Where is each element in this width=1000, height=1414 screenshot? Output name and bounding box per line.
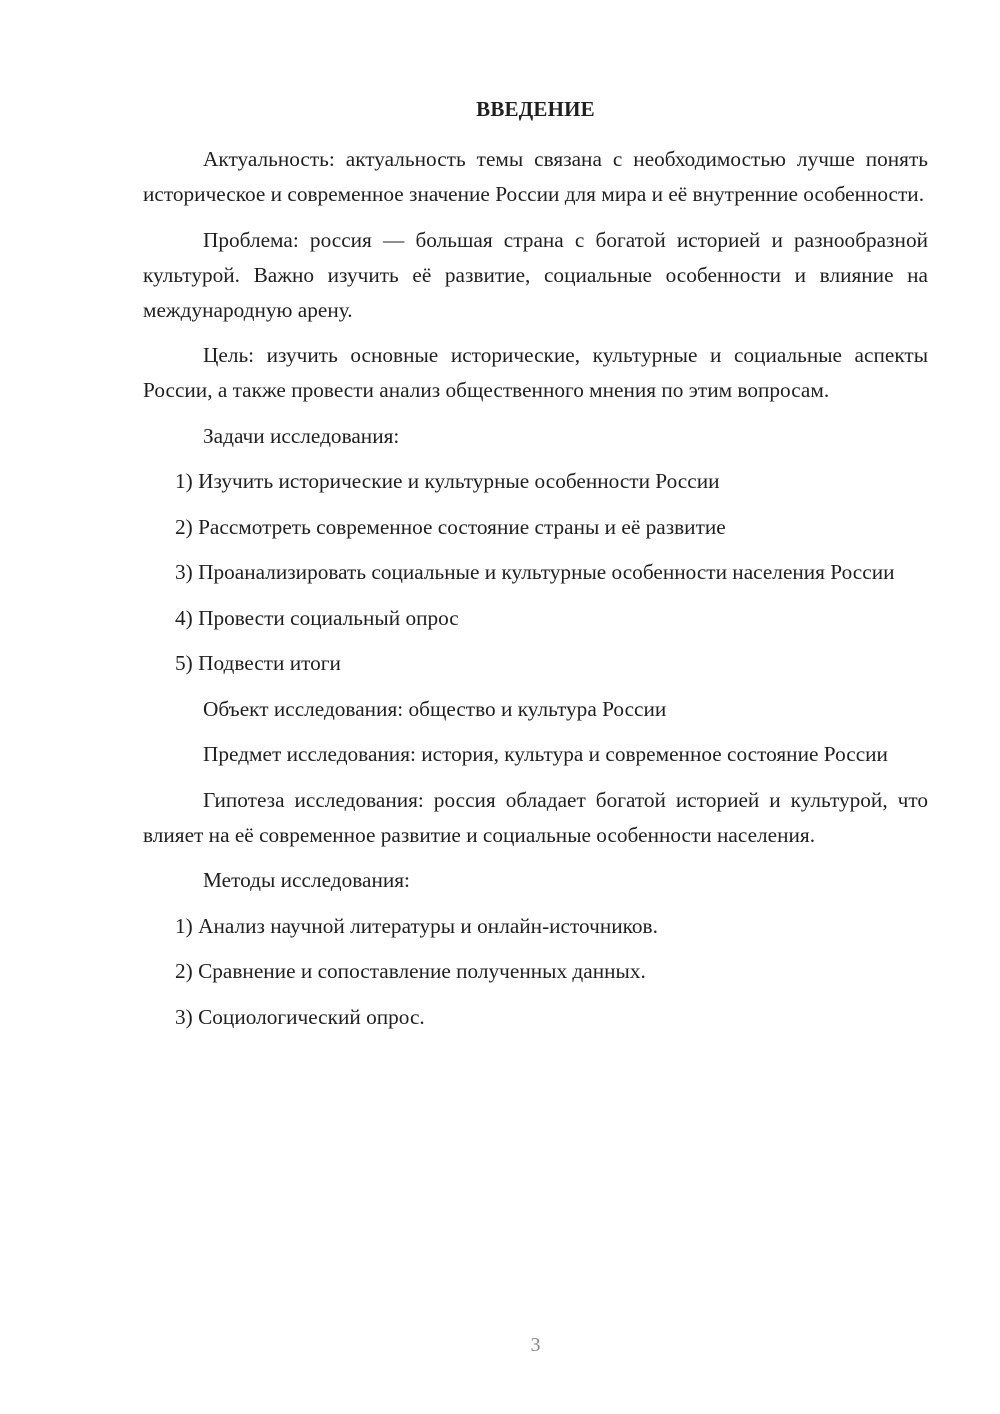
list-item: 3) Проанализировать социальные и культурные особенности населения России — [175, 560, 895, 584]
methods-heading: Методы исследования: — [203, 868, 410, 892]
goal-paragraph: Цель: изучить основные исторические, культурные и социальные аспекты России, а также провести анализ общественного мнения по этим вопросам. — [143, 343, 928, 402]
document-body — [143, 142, 928, 1045]
list-item: 4) Провести социальный опрос — [175, 605, 459, 630]
problem-paragraph: Проблема: россия — большая страна с богатой историей и разнообразной культурой. Важно изучить её развитие, социальные особенности и влияние на международную арену. — [143, 227, 928, 322]
relevance-paragraph: Актуальность: актуальность темы связана с необходимостью лучше понять историческое и современное значение России для мира и её внутренние особенности. — [143, 147, 928, 206]
tasks-heading: Задачи исследования: — [203, 423, 400, 448]
page-title: ВВЕДЕНИЕ — [476, 97, 595, 121]
list-item: 1) Изучить исторические и культурные особенности России — [175, 469, 720, 493]
page-number: 3 — [530, 1334, 541, 1356]
list-item: 2) Сравнение и сопоставление полученных данных. — [175, 959, 646, 983]
list-item: 5) Подвести итоги — [175, 651, 341, 675]
document-page — [143, 0, 928, 1414]
list-item: 1) Анализ научной литературы и онлайн-источников. — [175, 913, 658, 938]
methods-list — [143, 909, 928, 1035]
tasks-list — [143, 464, 928, 681]
object-paragraph: Объект исследования: общество и культура России — [203, 696, 667, 721]
list-item: 2) Рассмотреть современное состояние страны и её развитие — [175, 514, 726, 539]
hypothesis-paragraph: Гипотеза исследования: россия обладает богатой историей и культурой, что влияет на её современное развитие и социальные особенности населения. — [143, 787, 928, 847]
list-item: 3) Социологический опрос. — [175, 1004, 425, 1029]
subject-paragraph: Предмет исследования: история, культура и современное состояние России — [203, 742, 888, 766]
